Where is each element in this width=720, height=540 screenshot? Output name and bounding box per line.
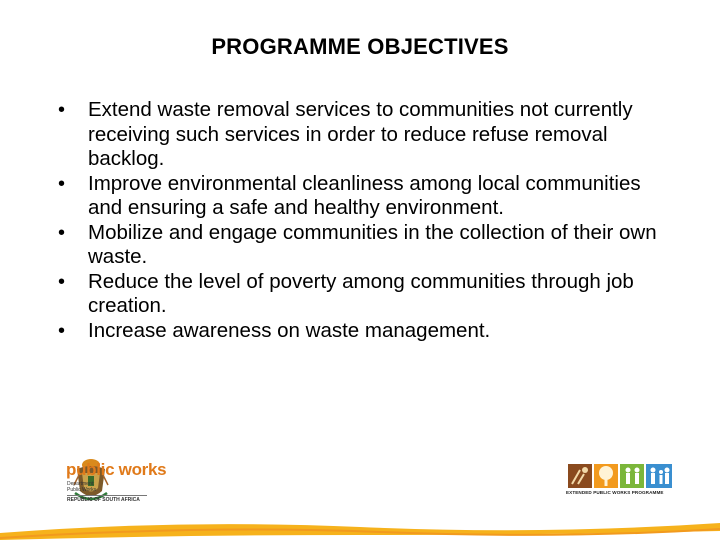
family-icon (646, 464, 672, 488)
list-item (54, 319, 674, 344)
country-label: REPUBLIC OF SOUTH AFRICA (67, 495, 147, 503)
objective-text: Increase awareness on waste management. (88, 318, 491, 342)
department-label (67, 481, 147, 503)
objective-text: Mobilize and engage communities in the collection of their own waste. (88, 220, 657, 268)
footer-swoosh (0, 505, 720, 540)
tree-icon (594, 464, 618, 488)
page-title: PROGRAMME OBJECTIVES (211, 34, 509, 59)
bullet-icon: • (58, 221, 66, 244)
objective-text: Reduce the level of poverty among communities through job creation. (88, 269, 634, 317)
objective-text: Extend waste removal services to communities not currently receiving such services in order to reduce refuse removal backlog. (88, 98, 633, 170)
department-line2: Public Works (67, 487, 97, 493)
bullet-icon: • (58, 319, 66, 342)
objective-text: Improve environmental cleanliness among local communities and ensuring a safe and healthy environment. (88, 171, 641, 219)
department-line1: Department: (67, 481, 95, 487)
epwp-logo (566, 462, 676, 502)
list-item (54, 270, 674, 319)
epwp-label: EXTENDED PUBLIC WORKS PROGRAMME (566, 490, 664, 495)
public-works-logo-text: public works (66, 460, 167, 479)
objectives-list (54, 98, 674, 343)
bullet-icon: • (58, 172, 66, 195)
list-item (54, 221, 674, 270)
bullet-icon: • (58, 270, 66, 293)
people-icon (620, 464, 644, 488)
road-icon (568, 464, 592, 488)
list-item (54, 172, 674, 221)
list-item (54, 98, 674, 172)
bullet-icon: • (58, 99, 66, 121)
